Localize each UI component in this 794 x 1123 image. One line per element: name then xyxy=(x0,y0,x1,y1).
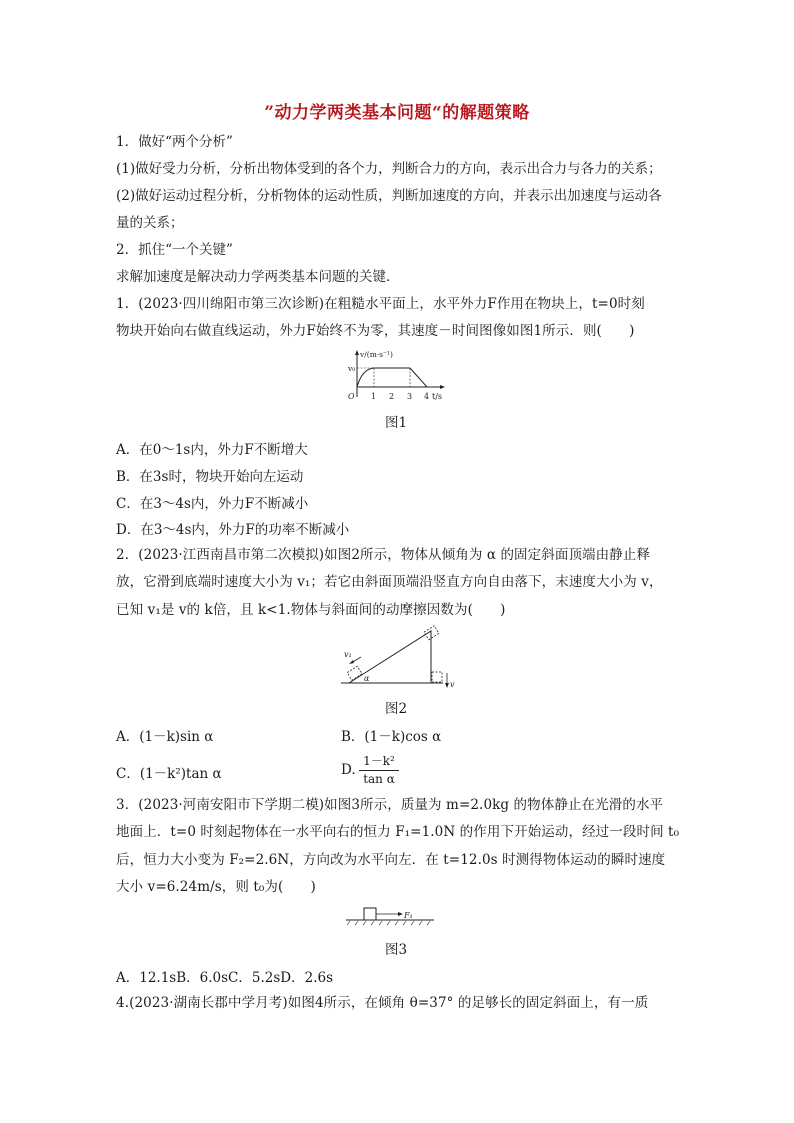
fig2-block-top xyxy=(424,626,439,640)
q2-stem-line1: 2．(2023·江西南昌市第二次模拟)如图2所示，物体从倾角为 α 的固定斜面顶端由静止释 xyxy=(116,547,651,563)
q2-option-b: B．(1－k)cos α xyxy=(341,729,442,745)
q3-stem-line3: 后，恒力大小变为 F₂=2.6N，方向改为水平向左．在 t=12.0s 时测得物体运动的瞬时速度 xyxy=(116,852,666,868)
page-title: ”动力学两类基本问题“的解题策略 xyxy=(264,103,530,123)
q2-option-d-numerator: 1－k² xyxy=(359,752,399,771)
q2-option-c: C．(1－k²)tan α xyxy=(116,766,222,782)
q1-stem-line1: 1．(2023·四川绵阳市第三次诊断)在粗糙水平面上，水平外力F作用在物块上，t=0时刻 xyxy=(116,296,645,312)
q2-stem-line3: 已知 v₁是 v的 k倍，且 k<1.物体与斜面间的动摩擦因数为( ) xyxy=(116,602,506,618)
figure-1-vt-graph xyxy=(349,349,449,404)
fig1-v0-label: v₀ xyxy=(348,364,356,373)
fig1-tick-4: 4 xyxy=(424,392,430,401)
q1-option-b: B．在3s时，物块开始向左运动 xyxy=(116,469,304,485)
fig1-tick-2: 2 xyxy=(389,392,395,401)
q1-option-d: D．在3～4s内，外力F的功率不断减小 xyxy=(116,522,350,538)
q3-stem-line2: 地面上．t=0 时刻起物体在一水平向右的恒力 F₁=1.0N 的作用下开始运动，经过一段时间 t₀ xyxy=(116,824,680,840)
figure-1-caption: 图1 xyxy=(385,415,408,431)
fig1-decel-segment xyxy=(410,368,427,387)
figure-3-caption: 图3 xyxy=(385,942,408,958)
q3-stem-line1: 3．(2023·河南安阳市下学期二模)如图3所示，质量为 m=2.0kg 的物体静止在光滑的水平 xyxy=(116,797,664,813)
fig1-tick-3: 3 xyxy=(407,392,413,401)
figure-3-block-force xyxy=(346,904,436,928)
fig2-v1-arrowhead xyxy=(349,660,354,664)
figure-2-incline xyxy=(339,621,459,691)
fig1-y-label: v/(m·s⁻¹) xyxy=(360,350,393,359)
fig2-v-label: v xyxy=(450,680,455,689)
fig3-force-label: F₁ xyxy=(404,911,413,920)
q1-stem-line2: 物块开始向右做直线运动，外力F始终不为零，其速度－时间图像如图1所示．则( ) xyxy=(116,323,635,339)
intro-heading-1: 1．做好“两个分析” xyxy=(116,134,233,150)
fig1-x-arrow xyxy=(440,385,445,389)
fig2-alpha-label: α xyxy=(364,674,370,683)
figure-2-caption: 图2 xyxy=(385,701,408,717)
fig1-origin-label: O xyxy=(348,392,355,401)
fig2-block-bottom xyxy=(347,666,362,680)
q1-option-a: A．在0～1s内，外力F不断增大 xyxy=(116,442,308,458)
q3-stem-line4: 大小 v=6.24m/s，则 t₀为( ) xyxy=(116,879,316,895)
q2-stem-line2: 放，它滑到底端时速度大小为 v₁；若它由斜面顶端沿竖直方向自由落下，末速度大小为 v， xyxy=(116,574,663,590)
fig2-incline-triangle xyxy=(349,631,431,683)
q2-option-d-prefix: D. xyxy=(341,762,356,778)
intro-paragraph-3: 求解加速度是解决动力学两类基本问题的关键． xyxy=(116,269,400,285)
q2-option-d-denominator: tan α xyxy=(363,772,395,786)
intro-paragraph-1: (1)做好受力分析，分析出物体受到的各个力，判断合力的方向，表示出合力与各力的关系； xyxy=(116,161,662,177)
q2-option-d-fraction xyxy=(359,752,399,786)
q1-option-c: C．在3～4s内，外力F不断减小 xyxy=(116,496,309,512)
fig1-tick-1: 1 xyxy=(371,392,377,401)
q3-options: A．12.1sB．6.0sC．5.2sD．2.6s xyxy=(116,970,334,986)
fig3-force-arrowhead xyxy=(398,912,403,916)
fig2-v1-label: v₁ xyxy=(344,650,352,659)
intro-paragraph-2a: (2)做好运动过程分析，分析物体的运动性质，判断加速度的方向，并表示出加速度与运动各 xyxy=(116,188,662,204)
fig1-x-label: t/s xyxy=(432,392,443,401)
fig2-v-arrowhead xyxy=(445,683,449,688)
fig1-y-arrow xyxy=(355,350,359,355)
q4-stem-line1: 4.(2023·湖南长郡中学月考)如图4所示，在倾角 θ=37° 的足够长的固定斜面上，有一质 xyxy=(116,995,649,1011)
fig3-ground-hatch xyxy=(347,921,430,925)
fig1-accel-curve xyxy=(357,368,374,387)
fig3-block xyxy=(364,908,376,920)
q2-option-a: A．(1－k)sin α xyxy=(116,729,214,745)
fig2-block-drop xyxy=(432,672,442,682)
intro-heading-2: 2．抓住“一个关键” xyxy=(116,242,233,258)
intro-paragraph-2b: 量的关系； xyxy=(116,215,184,231)
